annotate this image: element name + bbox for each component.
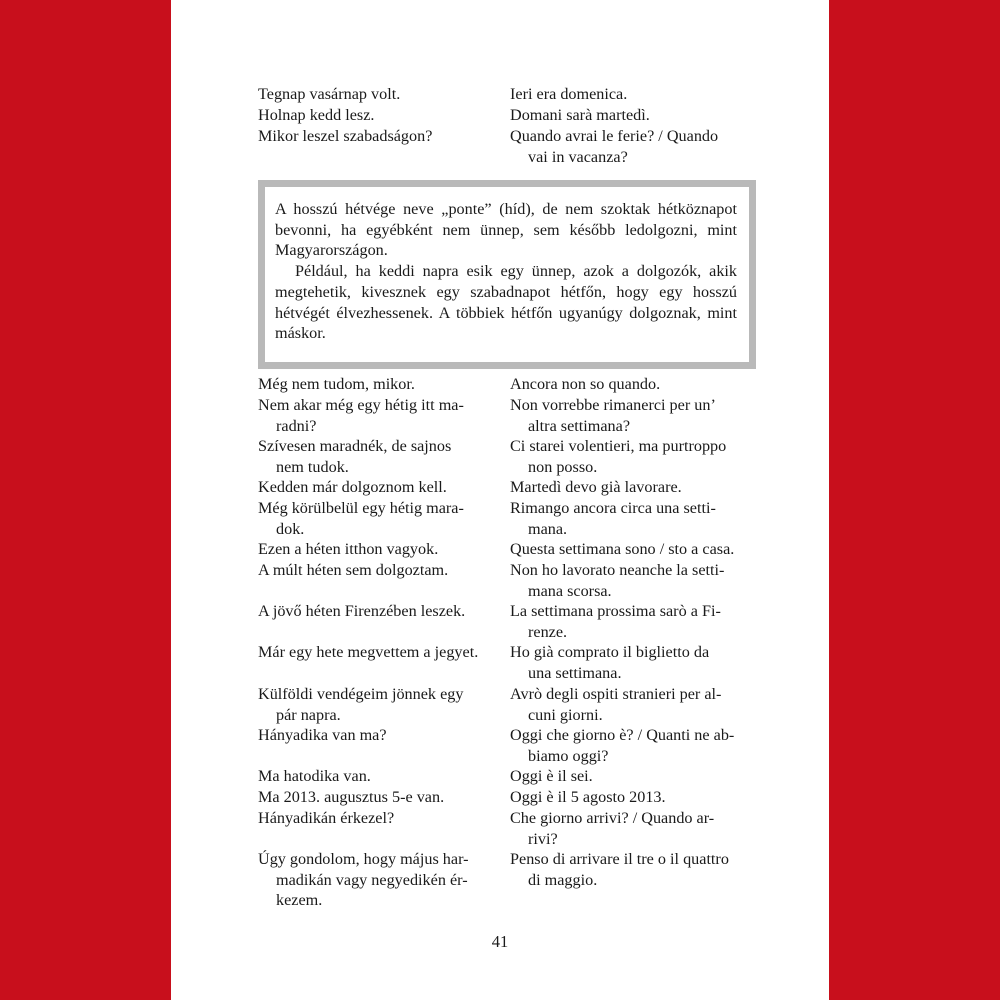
hungarian-phrase: Kedden már dolgoznom kell.: [258, 478, 447, 496]
italian-phrase: Non ho lavorato neanche la setti- mana scorsa.: [510, 561, 725, 600]
italian-phrase: Ancora non so quando.: [510, 375, 661, 393]
hungarian-phrase: A jövő héten Firenzében leszek.: [258, 602, 466, 620]
hungarian-phrase: Ezen a héten itthon vagyok.: [258, 540, 439, 558]
italian-phrase: Penso di arrivare il tre o il quattro di maggio.: [510, 850, 729, 889]
hungarian-phrase: Úgy gondolom, hogy május har- madikán vagy negyedikén ér- kezem.: [258, 850, 469, 909]
hungarian-phrase: Hányadikán érkezel?: [258, 809, 395, 827]
italian-phrase: Domani sarà martedì.: [510, 106, 650, 124]
italian-phrase: Rimango ancora circa una setti- mana.: [510, 499, 716, 538]
italian-phrase: Ho già comprato il biglietto da una settimana.: [510, 643, 710, 682]
italian-phrase: Ieri era domenica.: [510, 85, 628, 103]
hungarian-phrase: Holnap kedd lesz.: [258, 106, 375, 124]
italian-phrase: La settimana prossima sarò a Fi- renze.: [510, 602, 721, 641]
hungarian-phrase: Külföldi vendégeim jönnek egy pár napra.: [258, 685, 464, 724]
book-page: [171, 0, 829, 1000]
hungarian-phrase: Még nem tudom, mikor.: [258, 375, 415, 393]
hungarian-phrase: A múlt héten sem dolgoztam.: [258, 561, 449, 579]
italian-phrase: Oggi che giorno è? / Quanti ne ab- biamo oggi?: [510, 726, 735, 765]
italian-phrase: Che giorno arrivi? / Quando ar- rivi?: [510, 809, 715, 848]
italian-phrase: Martedì devo già lavorare.: [510, 478, 682, 496]
italian-phrase: Oggi è il 5 agosto 2013.: [510, 788, 666, 806]
info-paragraph-2: Például, ha keddi napra esik egy ünnep, azok a dolgozók, akik megtehetik, kivesznek egy szabadnapot hétfőn, hogy egy hosszú hétvégét élvezhessenek. A többiek hétfőn ugyanúgy dolgoznak, mint máskor.: [275, 262, 737, 343]
hungarian-phrase: Mikor leszel szabadságon?: [258, 127, 433, 145]
hungarian-phrase: Még körülbelül egy hétig mara- dok.: [258, 499, 464, 538]
hungarian-phrase: Tegnap vasárnap volt.: [258, 85, 401, 103]
hungarian-phrase: Szívesen maradnék, de sajnos nem tudok.: [258, 437, 452, 476]
hungarian-phrase: Ma 2013. augusztus 5-e van.: [258, 788, 445, 806]
hungarian-phrase: Már egy hete megvettem a jegyet.: [258, 643, 479, 661]
italian-phrase: Non vorrebbe rimanerci per un’ altra settimana?: [510, 396, 716, 435]
hungarian-phrase: Ma hatodika van.: [258, 767, 371, 785]
italian-phrase: Ci starei volentieri, ma purtroppo non posso.: [510, 437, 727, 476]
italian-phrase: Avrò degli ospiti stranieri per al- cuni giorni.: [510, 685, 722, 724]
italian-phrase: Oggi è il sei.: [510, 767, 593, 785]
page-number: 41: [491, 932, 509, 951]
italian-phrase: Questa settimana sono / sto a casa.: [510, 540, 735, 558]
hungarian-phrase: Hányadika van ma?: [258, 726, 387, 744]
info-box: [258, 180, 756, 369]
italian-phrase: Quando avrai le ferie? / Quando vai in vacanza?: [510, 127, 719, 166]
hungarian-phrase: Nem akar még egy hétig itt ma- radni?: [258, 396, 464, 435]
info-paragraph-1: A hosszú hétvége neve „ponte” (híd), de nem szoktak hétköznapot bevonni, ha egyébként nem ünnep, sem később ledolgozni, mint Magyarországon.: [275, 200, 737, 260]
